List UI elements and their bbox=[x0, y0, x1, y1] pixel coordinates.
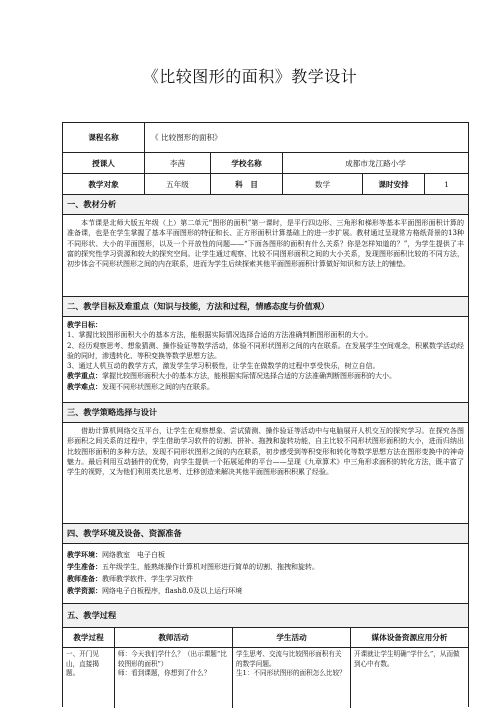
teacher-prep-text: 教师教学软件、学生学习软件 bbox=[102, 575, 193, 583]
section-body-1 bbox=[63, 215, 468, 297]
process-header-teacher: 教师活动 bbox=[115, 628, 233, 647]
teacher-activity-1: 师：今天我们学什么？（出示课题“比较图形的面积”） bbox=[118, 650, 227, 668]
process-header-row bbox=[63, 628, 468, 648]
subject-label: 科 目 bbox=[211, 174, 283, 194]
process-teacher-cell bbox=[115, 648, 233, 708]
teacher-prep-label: 教师准备： bbox=[67, 574, 102, 583]
process-header-media: 媒体设备资源应用分析 bbox=[371, 633, 448, 642]
difficulty-label: 教学难点： bbox=[67, 381, 102, 391]
student-activity-1: 学生思考、交流与比较图形面积有关的数学问题。 bbox=[236, 650, 342, 668]
material-analysis-text: 本节课是北师大版五年级（上）第二单元“图形的面积”第一课时，是平行四边形、三角形和梯形等基本平面图形面积计算的准备课，也是在学生掌握了基本平面图形的特征和长、正方形面积计算基础上的进一步扩展。教材通过呈现常方格纸背景的13种不同形状、大小的平面图形，以及一个开放性的问题——“下面各图形的面积有什么关系？你是怎样知道的？”，为学生提供了丰富的探究性学习资源和较大的探究空间。让学生通过观察、比较不同图形面积之间的大小关系，发现图形面积比较的不同方法，初步体会不同形状图形之间的内在联系，进而为学生后续探索其他平面图形面积计算做好知识和方法上的铺垫。 bbox=[67, 219, 464, 269]
course-row bbox=[63, 123, 468, 153]
teacher-value: 李茜 bbox=[145, 153, 211, 173]
object-row bbox=[63, 174, 468, 195]
strategy-text: 借助计算机网络交互平台，让学生在观察想象、尝试猜测、操作验证等活动中与电脑展开人机交互的探究学习。在探究各图形面积之间关系的过程中，学生借助学习软件的切割、拼补、拖拽和旋转功能，自主比较不同形状图形面积的大小，进而归纳出比较图形面积的多种方法，发现不同形状图形之间的内在联系，初步感受到等积变形和转化等数学思想方法在图形变换中的神奇魅力。最后利用互动插件的优势，向学生提供一个拓展延伸的平台——呈现《九章算术》中三角形求面积的转化方法，既丰富了学生的视野，又为他们利用类比思考、迁移创造来解决其他平面图形面积积累了经验。 bbox=[67, 427, 464, 477]
goal-label: 教学目标： bbox=[67, 320, 102, 329]
process-step-cell: 一、开门见山，直接揭题。 bbox=[63, 648, 115, 708]
teacher-activity-2: 师：看到课题，你想到了什么？ bbox=[118, 669, 211, 678]
subject-value: 数学 bbox=[283, 174, 363, 194]
environment-line bbox=[67, 549, 464, 561]
school-label: 学校名称 bbox=[211, 153, 283, 173]
environment-text: 网络教室 电子白板 bbox=[102, 551, 165, 559]
school-value: 成都市龙江路小学 bbox=[345, 158, 406, 168]
lesson-plan-table bbox=[62, 122, 469, 707]
goal-item-1: 1、掌握比较图形面积大小的基本方法，能根据实际情况选择合适的方法准确判断图形面积的大小。 bbox=[67, 331, 373, 340]
section-body-2 bbox=[63, 317, 468, 403]
section-body-3 bbox=[63, 423, 468, 524]
process-header-student: 学生活动 bbox=[233, 628, 351, 647]
environment-label: 教学环境： bbox=[67, 550, 102, 559]
key-text: 掌握比较图形面积大小的基本方法，能根据实际情况选择合适的方法准确判断图形面积的大小。 bbox=[102, 372, 396, 381]
object-label: 教学对象 bbox=[63, 174, 145, 194]
course-value: 《 比较图形的面积》 bbox=[151, 133, 222, 142]
course-label: 课程名称 bbox=[63, 123, 145, 152]
section-heading-3: 三、教学策略选择与设计 bbox=[63, 403, 468, 423]
resources-line bbox=[67, 585, 464, 597]
object-value: 五年级 bbox=[145, 174, 211, 194]
student-prep-text: 五年级学生，能熟练操作计算机对图形进行简单的切割、拖拽和旋转。 bbox=[102, 563, 319, 571]
student-prep-label: 学生准备： bbox=[67, 562, 102, 571]
section-heading-5: 五、教学过程 bbox=[63, 604, 468, 628]
goal-item-2: 2、经历观察思考、想象猜测、操作验证等数学活动，体验不同形状图形之间的内在联系。在发展学生空间观念，积累数学活动经验的同时，渗透转化、等积变换等数学思想方法。 bbox=[67, 341, 464, 360]
goal-item-3: 3、通过人机互动的教学方式，激发学生学习积极性，让学生在做数学的过程中享受快乐，树立自信。 bbox=[67, 362, 380, 371]
resources-label: 教学资源： bbox=[67, 586, 102, 595]
process-media-cell: 开课就让学生明确“学什么”，从而做到心中有数。 bbox=[354, 650, 460, 668]
student-activity-2: 生1：不同形状图形的面积怎么比较？ bbox=[236, 669, 346, 678]
teacher-prep-line bbox=[67, 573, 464, 585]
student-prep-line bbox=[67, 561, 464, 573]
process-student-cell bbox=[233, 648, 351, 708]
section-heading-2: 二、教学目标及难重点（知识与技能，方法和过程，情感态度与价值观） bbox=[63, 297, 468, 317]
page-title: 《比较图形的面积》教学设计 bbox=[142, 67, 358, 86]
resources-text: 网络电子白板程序，flash8.0及以上运行环境 bbox=[102, 587, 243, 595]
teacher-row bbox=[63, 153, 468, 174]
process-header-step: 教学过程 bbox=[63, 628, 115, 647]
section-body-4 bbox=[63, 544, 468, 604]
section-heading-1: 一、教材分析 bbox=[63, 195, 468, 215]
difficulty-text: 发现不同形状图形之间的内在联系。 bbox=[102, 382, 214, 391]
process-row-1 bbox=[63, 648, 468, 708]
section-heading-4: 四、教学环境及设备、资源准备 bbox=[63, 524, 468, 544]
teacher-label: 授课人 bbox=[63, 153, 145, 173]
key-label: 教学重点： bbox=[67, 371, 102, 381]
hours-value: 1 bbox=[444, 179, 449, 189]
difficulty-point bbox=[67, 382, 464, 392]
hours-label: 课时安排 bbox=[363, 174, 425, 194]
key-point bbox=[67, 371, 464, 381]
